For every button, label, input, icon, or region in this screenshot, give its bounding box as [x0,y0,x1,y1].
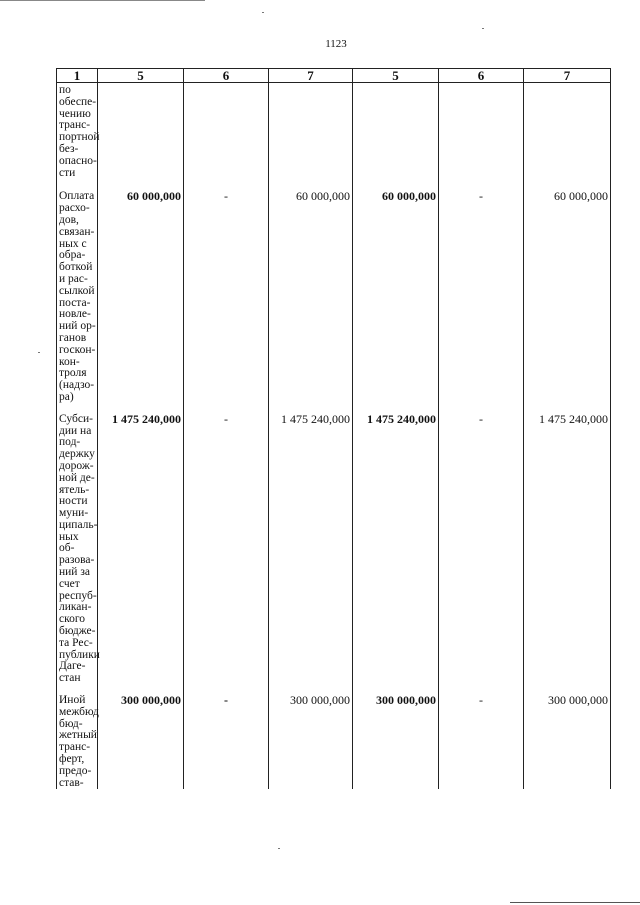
cell-value: 1 475 240,000 [524,412,611,693]
row-name: Оплата расхо- дов, связан- ных с обра- боткой и рас- сылкой поста- новле- ний ор- ганов госкон- кон- троля (надзо- ра) [57,189,98,411]
cell-value: - [184,189,269,411]
cell-value: 1 475 240,000 [98,412,184,693]
cell-value: 60 000,000 [524,189,611,411]
cell-value: 1 475 240,000 [353,412,439,693]
table-row [57,412,611,693]
row-name: по обеспе- чению транс- портной без- опасно- сти [57,83,98,190]
cell-value [98,83,184,190]
scan-speck [482,28,484,29]
cell-value: - [439,693,524,789]
scan-speck [38,352,40,353]
column-header: 7 [524,69,611,83]
cell-value [184,83,269,190]
column-header: 5 [353,69,439,83]
cell-value: - [439,189,524,411]
page-number: 1123 [325,38,347,50]
scan-edge-line [510,902,640,903]
cell-value: 300 000,000 [353,693,439,789]
cell-value: - [184,693,269,789]
cell-value [269,83,353,190]
cell-value: 60 000,000 [269,189,353,411]
cell-value: 60 000,000 [98,189,184,411]
cell-value: 300 000,000 [269,693,353,789]
cell-value [439,83,524,190]
cell-value: 300 000,000 [524,693,611,789]
scan-speck [278,848,280,849]
column-header: 6 [184,69,269,83]
cell-value [353,83,439,190]
column-header: 7 [269,69,353,83]
row-name: Иной межбюд бюд- жетный транс- ферт, предо- став- [57,693,98,789]
table-row [57,693,611,789]
table-header-row [57,69,611,83]
column-header: 6 [439,69,524,83]
column-header: 1 [57,69,98,83]
cell-value: - [184,412,269,693]
cell-value: - [439,412,524,693]
cell-value: 60 000,000 [353,189,439,411]
table-row [57,189,611,411]
row-name: Субси- дии на под- держку дорож- ной де- ятель- ности муни- ципаль- ных об- разова- ний за счет респуб- ликан- ского бюдже- та Рес- публики Даге- стан [57,412,98,693]
cell-value [524,83,611,190]
cell-value: 1 475 240,000 [269,412,353,693]
table-row [57,83,611,190]
cell-value: 300 000,000 [98,693,184,789]
column-header: 5 [98,69,184,83]
scan-edge-line [0,0,205,1]
scan-speck [262,12,264,13]
budget-table [56,68,611,789]
